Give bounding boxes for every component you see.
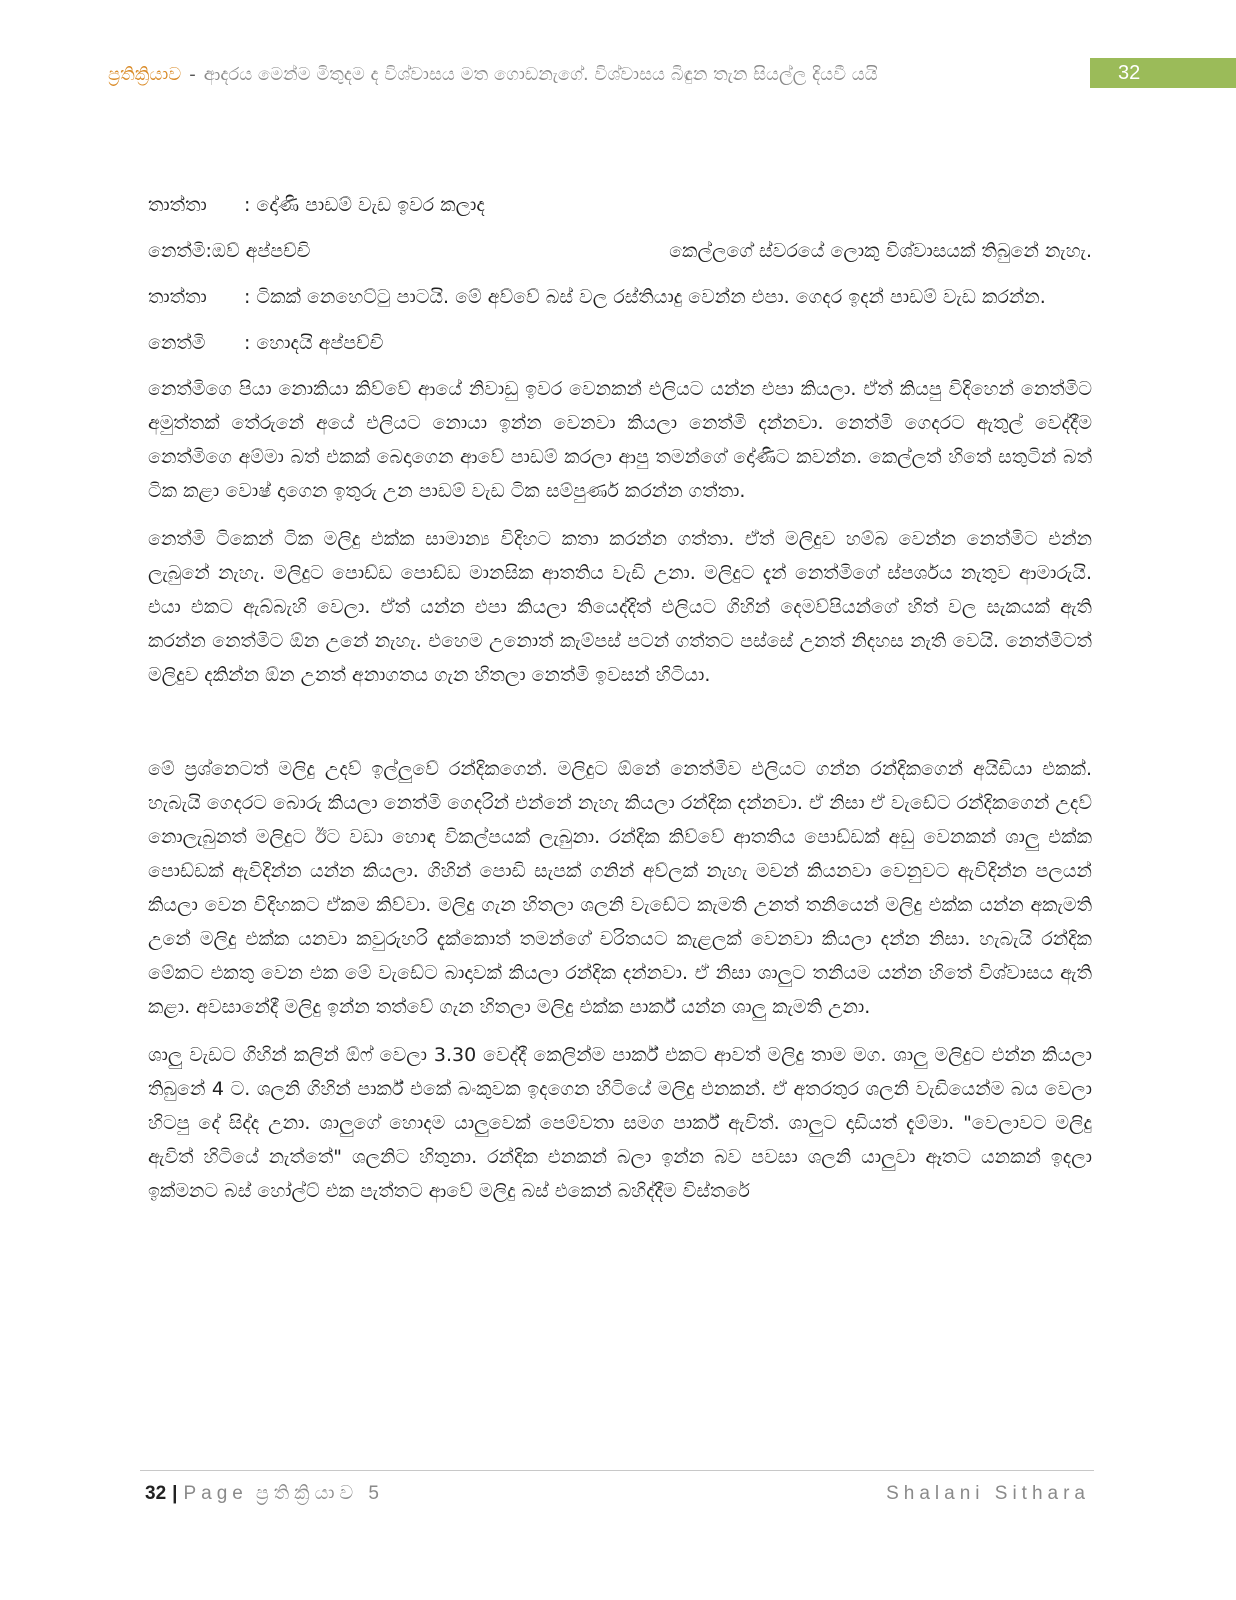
- dialogue-text: දෝණි පාඩම් වැඩ ඉවර කලාද: [256, 194, 485, 216]
- footer-page-word: Page: [183, 1483, 248, 1504]
- dialogue-text: හොදයි අප්පච්චි: [256, 332, 384, 354]
- dialogue-speaker: නෙත්මි: [148, 240, 206, 262]
- dialogue-line: නෙත්මි : හොදයි අප්පච්චි: [148, 326, 1092, 360]
- header-separator: -: [189, 63, 196, 85]
- running-header: [108, 58, 1086, 90]
- footer-series-title: ප්‍රතික්‍රියාව 5: [255, 1483, 384, 1504]
- dialogue-speaker: තාත්තා: [148, 286, 207, 308]
- header-page-number: 32: [1090, 58, 1236, 88]
- dialogue-text: ඔව් අප්පච්චි: [211, 240, 311, 262]
- body-paragraph: මේ ප්‍රශ්නෙටත් මලිදු උදව් ඉල්ලුවේ රන්දිකගෙන්. මලිදුට ඕනේ නෙත්මිව එලියට ගන්න රන්දිකගෙන් අයිඩියා එකක්. හැබැයි ගෙදරට බොරු කියලා නෙත්මි ගෙදරින් එන්නේ නැහැ කියලා රන්දික දන්නවා. ඒ නිසා ඒ වැඩේට රන්දිකගෙන් උදව් නොලැබුනත් මලිදුට ඊට වඩා හොඳ විකල්පයක් ලැබුනා. රන්දික කිව්වේ ආතතිය පොඩ්ඩක් අඩු වෙනකන් ශාලු එක්ක පොඩ්ඩක් ඇවිදින්න යන්න කියලා. ගිහින් පොඩි සැපක් ගනින් අව්ලක් නැහැ මචන් කියනවා වෙනුවට ඇවිදින්න පලයන් කියලා වෙන විදිහකට ඒකම කිව්වා. මලිදු ගැන හිතලා ශලනි වැඩේට කැමති උනත් තනියෙන් මලිදු එක්ක යන්න අකැමති උනේ මලිදු එක්ක යනවා කවුරුහරි දැක්කොත් තමන්ගේ චරිතයට කැළලක් වෙනවා කියලා දන්න නිසා. හැබැයි රන්දික මේකට එකතු වෙන එක මේ වැඩේට බාදාවක් කියලා රන්දික දන්නවා. ඒ නිසා ශාලුට තනියම යන්න හිතේ විශ්වාසය ඇති කළා. අවසානේදී මලිදු ඉන්න තත්වේ ගැන හිතලා මලිදු එක්ක පාර්ක් යන්න ශාලු කැමති උනා.: [148, 758, 1092, 1018]
- footer-page-number: 32: [145, 1483, 167, 1504]
- book-title: ප්‍රතික්‍රියාව: [108, 63, 182, 85]
- footer-left: [145, 1483, 384, 1505]
- dialogue-speaker: නෙත්මි: [148, 332, 206, 354]
- body-paragraph: නෙත්මි ටිකෙන් ටික මලිදු එක්ක සාමාන්‍ය විදිහට කතා කරන්න ගත්තා. ඒත් මලිදුව හම්බ වෙන්න නෙත්මිට එන්න ලැබුනේ නැහැ. මලිදුට පොඩ්ඩ පොඩ්ඩ මානසික ආතතිය වැඩි උනා. මලිදුට දැන් නෙත්මිගේ ස්පර්ශය නැතුව ආමාරුයි. එයා එකට ඇබ්බැහි වෙලා. ඒත් යන්න එපා කියලා තියෙද්දිත් එලියට ගිහින් දෙමව්පියන්ගේ හිත් වල සැකයක් ඇති කරන්න නෙත්මිට ඕන උනේ නැහැ. එහෙම උනොත් කැම්පස් පටන් ගත්තට පස්සේ උනත් නිදහස නැති වෙයි. නෙත්මිටත් මලිදුව දකින්න ඕන උනත් අනාගතය ගැන හිතලා නෙත්මි ඉවසන් හිටියා.: [148, 528, 1092, 686]
- dialogue-line: තාත්තා : ටිකක් නෙහෙට්ටු පාටයි. මේ අව්වේ බස් වල රස්තියාදු වෙන්න එපා. ගෙදර ඉදන් පාඩම් වැඩ කරන්න.: [148, 280, 1092, 314]
- dialogue-speaker: තාත්තා: [148, 194, 207, 216]
- dialogue-aside: කෙල්ලගේ ස්වරයේ ලොකු විශ්වාසයක් තිබුනේ නැහැ.: [669, 240, 1092, 262]
- footer-author: Shalani Sithara: [886, 1483, 1090, 1504]
- body-paragraph: නෙත්මිගෙ පියා නොකියා කිව්වේ ආයේ නිවාඩු ඉවර වෙනකන් එලියට යන්න එපා කියලා. ඒත් කියපු විදිහෙන් නෙත්මිට අමුත්තක් තේරුනේ අයේ එලියට නොයා ඉන්න වෙනවා කියලා නෙත්මි දන්නවා. නෙත්මි ගෙදරට ඇතුල් වෙද්දීම නෙත්මිගෙ අම්මා බත් එකක් බෙදාගෙන ආවේ පාඩම් කරලා ආපු තමන්ගේ දෝණිට කවන්න. කෙල්ලත් හිතේ සතුටින් බත් ටික කළා වොෂ් දාගෙන ඉතුරු උන පාඩම් වැඩ ටික සම්පුර්ණ කරන්න ගත්තා.: [148, 378, 1092, 502]
- dialogue-line: තාත්තා : දෝණි පාඩම් වැඩ ඉවර කලාද: [148, 188, 1092, 222]
- body-paragraph: ශාලු වැඩට ගිහින් කලින් ඕෆ් වෙලා 3.30 වෙද්දී කෙලින්ම පාර්ක් එකට ආවත් මලිදු තාම මග. ශාලු මලිදුට එන්න කියලා තිබුනේ 4 ට. ශලනි ගිහින් පාර්ක් එකේ බංකුවක ඉදගෙන හිටියේ මලිදු එනකන්. ඒ අතරතුර ශලනි වැඩියෙන්ම බය වෙලා හිටපු දේ සිද්ද උනා. ශාලුගේ හොදම යාලුවෙක් පෙම්වතා සමග පාර්ක් ඇවිත්. ශාලුට දාඩියත් දැම්මා. "වෙලාවට මලිදු ඇවිත් හිටියේ නැත්තේ" ශලනිට හිතුනා. රන්දික එනකන් බලා ඉන්න බව පවසා ශලනි යාලුවා ඈතට යනකන් ඉදලා ඉක්මනට බස් හෝල්ට් එක පැත්තට ආවේ මලිදු බස් එකෙන් බහිද්දීම විස්තරේ: [148, 1044, 1092, 1202]
- page-footer: [145, 1478, 1090, 1510]
- footer-bar: |: [172, 1483, 178, 1504]
- dialogue-text: ටිකක් නෙහෙට්ටු පාටයි. මේ අව්වේ බස් වල රස්තියාදු වෙන්න එපා. ගෙදර ඉදන් පාඩම් වැඩ කරන්න.: [256, 286, 1046, 308]
- page-body: [148, 188, 1092, 1222]
- book-subtitle: ආදරය මෙන්ම මිතුදම ද විශ්වාසය මත ගොඩනැගේ. විශ්වාසය බිඳුන තැන සියල්ල දියවී යයි: [203, 63, 878, 85]
- section-gap: [148, 706, 1092, 752]
- dialogue-line: නෙත්මි:ඔව් අප්පච්චි කෙල්ලගේ ස්වරයේ ලොකු විශ්වාසයක් තිබුනේ නැහැ.: [148, 234, 1092, 268]
- footer-divider: [140, 1470, 1094, 1471]
